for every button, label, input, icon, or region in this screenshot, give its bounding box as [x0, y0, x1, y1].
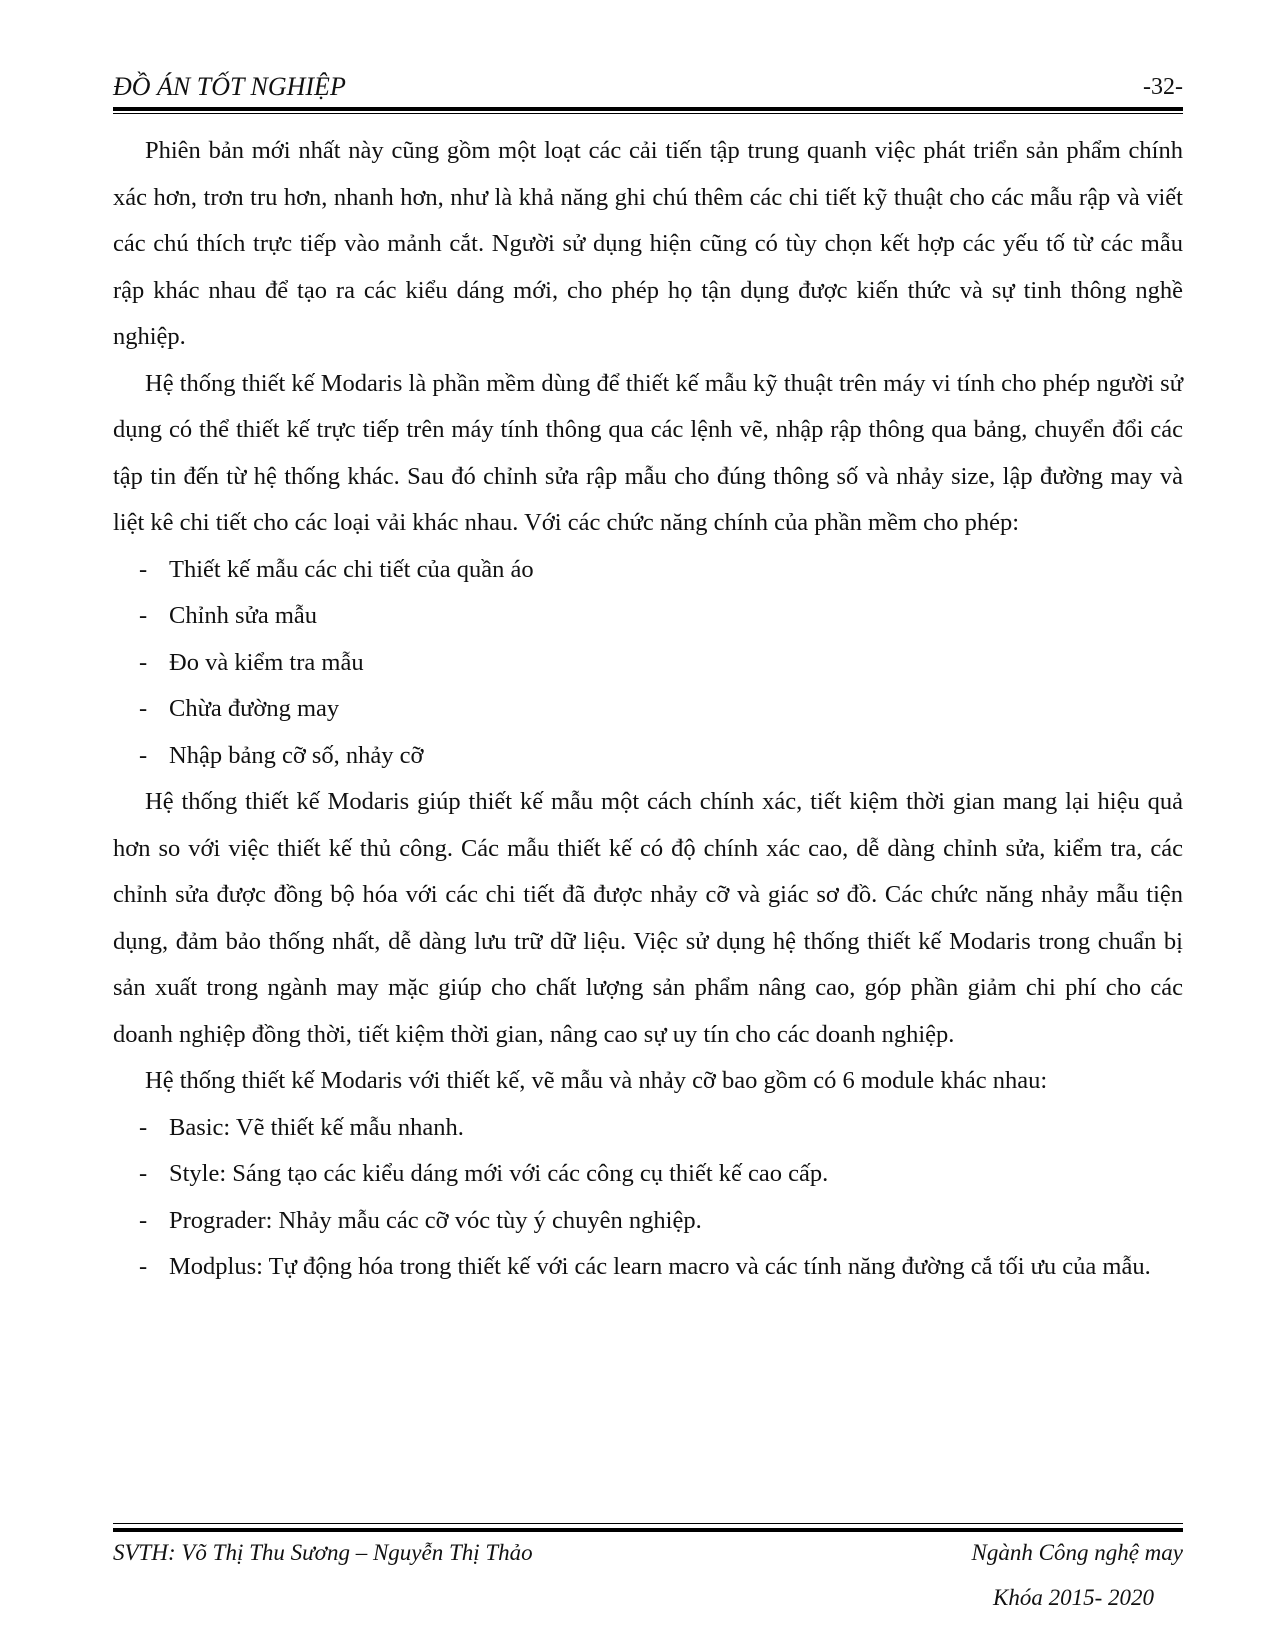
function-list	[113, 547, 1183, 780]
footer-rule-thin	[113, 1523, 1183, 1524]
list-item	[113, 686, 1183, 733]
list-dash: -	[139, 555, 148, 583]
list-item	[113, 733, 1183, 780]
paragraph-4: Hệ thống thiết kế Modaris với thiết kế, vẽ mẫu và nhảy cỡ bao gồm có 6 module khác nhau:	[145, 1067, 1048, 1094]
document-title: ĐỒ ÁN TỐT NGHIỆP	[113, 72, 346, 101]
module-list	[113, 1105, 1183, 1291]
list-item	[113, 640, 1183, 687]
list-dash: -	[139, 602, 148, 629]
list-item	[113, 547, 1183, 594]
page-body	[113, 128, 1183, 1291]
list-item-text: Prograder: Nhảy mẫu các cỡ vóc tùy ý chuyên nghiệp.	[169, 1206, 702, 1234]
list-dash: -	[139, 1113, 148, 1141]
footer-major: Ngành Công nghệ may	[971, 1540, 1183, 1565]
list-item-text: Chừa đường may	[169, 695, 340, 722]
page-number: -32-	[1143, 74, 1183, 100]
header-rule-thin	[113, 113, 1183, 114]
list-item	[113, 1151, 1183, 1198]
list-item-text: Modplus: Tự động hóa trong thiết kế với các learn macro và các tính năng đường cắ tối ưu của mẫu.	[169, 1253, 1151, 1280]
list-dash: -	[139, 648, 148, 676]
footer-rule-thick	[113, 1528, 1183, 1532]
list-dash: -	[139, 695, 148, 722]
paragraph-2: Hệ thống thiết kế Modaris là phần mềm dùng để thiết kế mẫu kỹ thuật trên máy vi tính cho phép người sử dụng có thể thiết kế trực tiếp trên máy tính thông qua các lệnh vẽ, nhập rập thông qua bảng, chuyển đổi các tập tin đến từ hệ thống khác. Sau đó chỉnh sửa rập mẫu cho đúng thông số và nhảy size, lập đường may và liệt kê chi tiết cho các loại vải khác nhau. Với các chức năng chính của phần mềm cho phép:	[113, 369, 1183, 536]
list-item-text: Thiết kế mẫu các chi tiết của quần áo	[169, 555, 534, 583]
list-item	[113, 1105, 1183, 1152]
list-item-text: Chỉnh sửa mẫu	[169, 602, 318, 629]
footer-students: SVTH: Võ Thị Thu Sương – Nguyễn Thị Thảo	[113, 1540, 533, 1565]
paragraph-3: Hệ thống thiết kế Modaris giúp thiết kế mẫu một cách chính xác, tiết kiệm thời gian mang lại hiệu quả hơn so với việc thiết kế thủ công. Các mẫu thiết kế có độ chính xác cao, dễ dàng chỉnh sửa, kiểm tra, các chỉnh sửa được đồng bộ hóa với các chi tiết đã được nhảy cỡ và giác sơ đồ. Các chức năng nhảy mẫu tiện dụng, đảm bảo thống nhất, dễ dàng lưu trữ dữ liệu. Việc sử dụng hệ thống thiết kế Modaris trong chuẩn bị sản xuất trong ngành may mặc giúp cho chất lượng sản phẩm nâng cao, góp phần giảm chi phí cho các doanh nghiệp đồng thời, tiết kiệm thời gian, nâng cao sự uy tín cho các doanh nghiệp.	[113, 788, 1183, 1048]
header-rule-thick	[113, 107, 1183, 111]
list-dash: -	[139, 741, 148, 769]
page-header	[113, 68, 1183, 108]
footer-course: Khóa 2015- 2020	[993, 1585, 1154, 1610]
list-item	[113, 1244, 1183, 1291]
list-item-text: Style: Sáng tạo các kiểu dáng mới với các công cụ thiết kế cao cấp.	[169, 1160, 829, 1187]
list-item	[113, 1198, 1183, 1245]
list-dash: -	[139, 1206, 148, 1234]
list-dash: -	[139, 1253, 148, 1280]
list-dash: -	[139, 1160, 148, 1187]
list-item-text: Đo và kiểm tra mẫu	[169, 648, 364, 676]
list-item-text: Nhập bảng cỡ số, nhảy cỡ	[169, 741, 424, 769]
paragraph-1: Phiên bản mới nhất này cũng gồm một loạt các cải tiến tập trung quanh việc phát triển sản phẩm chính xác hơn, trơn tru hơn, nhanh hơn, như là khả năng ghi chú thêm các chi tiết kỹ thuật cho các mẫu rập và viết các chú thích trực tiếp vào mảnh cắt. Người sử dụng hiện cũng có tùy chọn kết hợp các yếu tố từ các mẫu rập khác nhau để tạo ra các kiểu dáng mới, cho phép họ tận dụng được kiến thức và sự tinh thông nghề nghiệp.	[113, 137, 1183, 350]
list-item	[113, 593, 1183, 640]
list-item-text: Basic: Vẽ thiết kế mẫu nhanh.	[169, 1113, 464, 1141]
